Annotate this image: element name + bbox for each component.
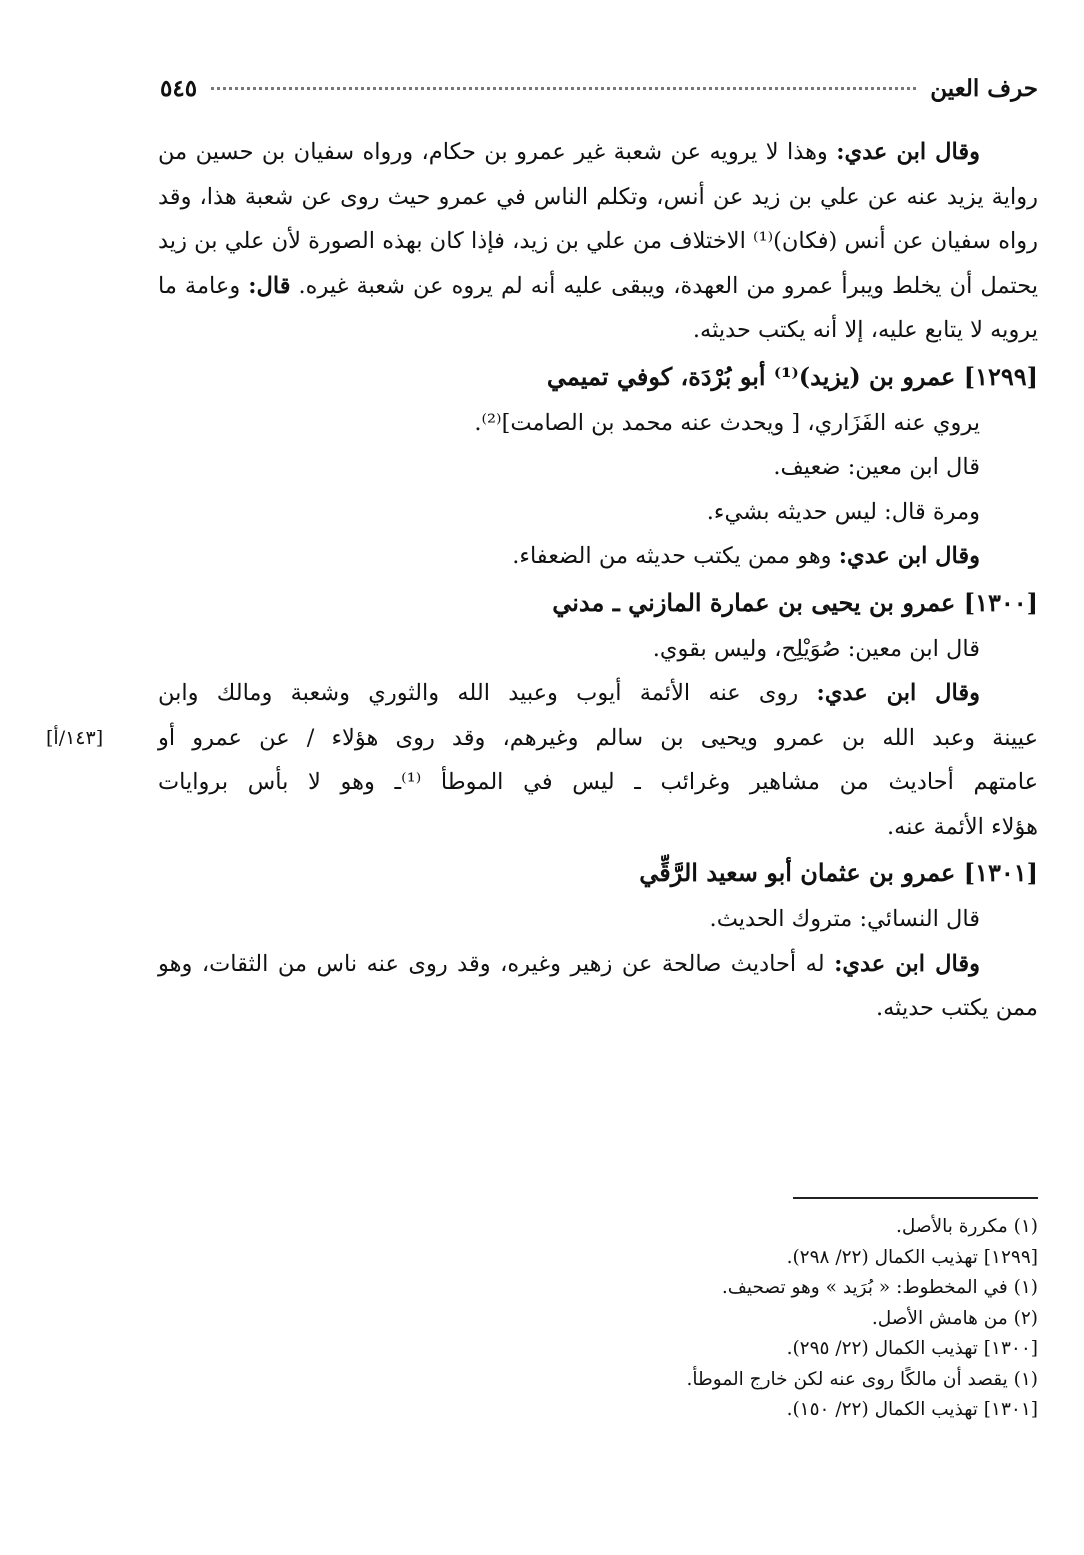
entry-line bbox=[158, 534, 1038, 579]
paragraph-line: عامتهم أحاديث من مشاهير وغرائب ـ ليس في الموطأ ⁽¹⁾ـ وهو لا بأس بروايات bbox=[158, 769, 1038, 795]
entry-line: قال النسائي: متروك الحديث. bbox=[709, 906, 980, 932]
paragraph-line bbox=[158, 671, 1038, 716]
entry-line-text: وهو ممن يكتب حديثه من الضعفاء. bbox=[512, 543, 839, 569]
paragraph-text: له أحاديث صالحة عن زهير وغيره، وقد روى عنه ناس من الثقات، وهو ممن يكتب حديثه. bbox=[158, 950, 1038, 1021]
chapter-title: حرف العين bbox=[930, 74, 1038, 102]
paragraph-text: روى عنه الأئمة أيوب وعبيد الله والثوري وشعبة ومالك وابن bbox=[158, 680, 817, 706]
main-text bbox=[46, 130, 1039, 1031]
running-header bbox=[160, 68, 1038, 108]
paragraph-text: عيينة وعبد الله بن عمرو ويحيى بن سالم وغيرهم، وقد روى هؤلاء / عن عمرو أو bbox=[158, 724, 1038, 751]
footnote: (١) مكررة بالأصل. bbox=[895, 1216, 1038, 1237]
entry-title-1300: [١٣٠٠] عمرو بن يحيى بن عمارة المازني ـ مدني bbox=[552, 587, 1038, 617]
footnote: (٢) من هامش الأصل. bbox=[871, 1307, 1038, 1329]
header-dotted-rule bbox=[211, 87, 916, 90]
paragraph-ibn-adi-1301 bbox=[158, 942, 1038, 1031]
margin-folio-ref: [١٤٣/أ] bbox=[46, 726, 104, 749]
speaker-label: وقال ابن عدي: bbox=[838, 543, 980, 569]
speaker-label: وقال ابن عدي: bbox=[834, 950, 980, 977]
entry-line: قال ابن معين: صُوَيْلِح، وليس بقوي. bbox=[652, 635, 980, 662]
paragraph-ibn-adi-1 bbox=[158, 130, 1038, 353]
entry-line: يروي عنه الفَزَاري، [ ويحدث عنه محمد بن الصامت]⁽²⁾. bbox=[474, 409, 980, 436]
speaker-label: وقال ابن عدي: bbox=[836, 139, 980, 165]
speaker-label: وقال ابن عدي: bbox=[816, 680, 980, 706]
paragraph-text: وهذا لا يرويه عن شعبة غير عمرو بن حكام، ورواه سفيان بن حسين من رواية يزيد عنه عن علي بن زيد عن أنس، وتكلم الناس في عمرو حيث روى عن شعبة هذا، وقد رواه سفيان عن أنس (فكان)⁽¹⁾ الاختلاف من علي بن زيد، فإذا كان بهذه الصورة لأن علي بن زيد يحتمل أن يخلط ويبرأ عمرو من العهدة، ويبقى عليه أنه لم يروه عن شعبة غيره. bbox=[158, 139, 1039, 299]
footnote: [١٣٠٠] تهذيب الكمال (٢٢/ ٢٩٥). bbox=[786, 1338, 1038, 1359]
entry-line: ومرة قال: ليس حديثه بشيء. bbox=[706, 498, 980, 525]
speaker-label: قال: bbox=[248, 272, 291, 299]
entry-line: قال ابن معين: ضعيف. bbox=[773, 454, 980, 480]
footnotes bbox=[160, 1212, 1038, 1426]
footnote: (١) يقصد أن مالكًا روى عنه لكن خارج الموطأ. bbox=[686, 1368, 1038, 1390]
footnote-separator bbox=[793, 1197, 1038, 1199]
page-number: ٥٤٥ bbox=[160, 74, 198, 102]
paragraph-line bbox=[46, 716, 1038, 761]
footnote: (١) في المخطوط: « بُرَيد » وهو تصحيف. bbox=[721, 1277, 1038, 1298]
footnote: [١٣٠١] تهذيب الكمال (٢٢/ ١٥٠). bbox=[786, 1399, 1038, 1420]
paragraph-text: وعامة ما يرويه لا يتابع عليه، إلا أنه يكتب حديثه. bbox=[158, 272, 1038, 343]
entry-title-1299: [١٢٩٩] عمرو بن (يزيد)⁽¹⁾ أبو بُرْدَة، كوفي تميمي bbox=[546, 361, 1038, 391]
paragraph-line: هؤلاء الأئمة عنه. bbox=[886, 813, 1038, 840]
footnote: [١٢٩٩] تهذيب الكمال (٢٢/ ٢٩٨). bbox=[786, 1246, 1038, 1268]
entry-title-1301: [١٣٠١] عمرو بن عثمان أبو سعيد الرَّقِّي bbox=[639, 858, 1038, 887]
